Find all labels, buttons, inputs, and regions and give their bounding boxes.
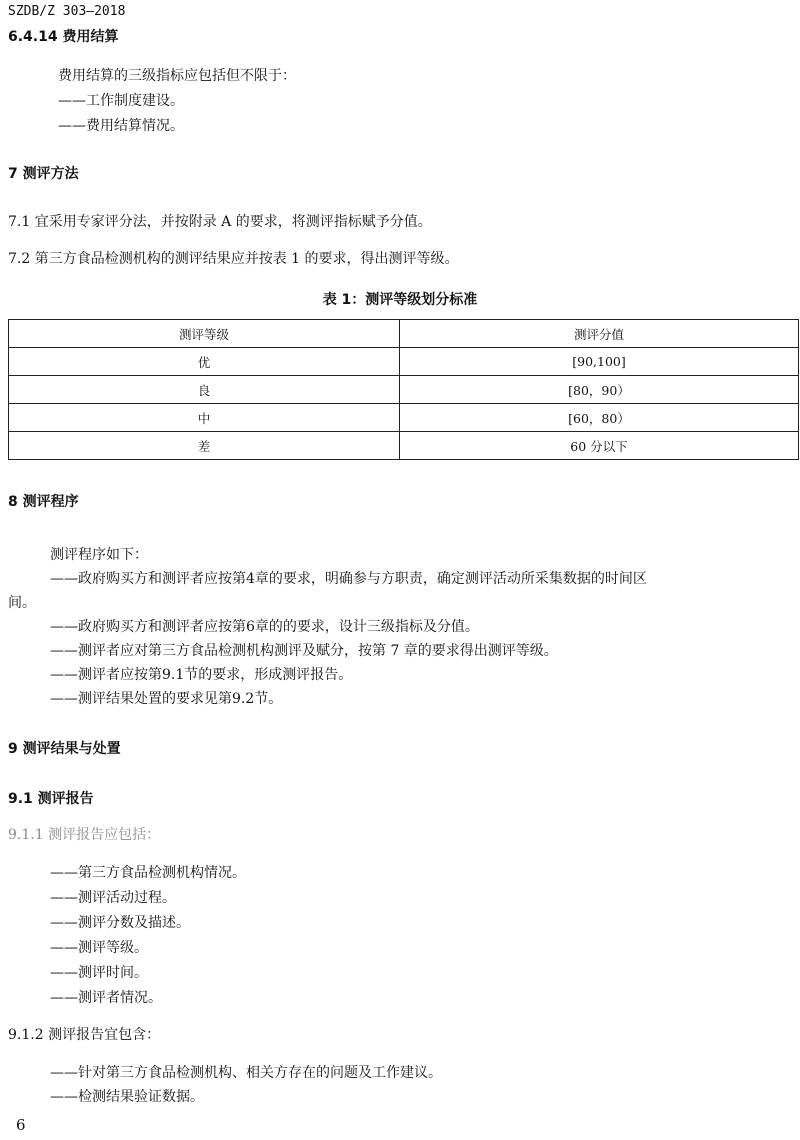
list-item: ——测评结果处置的要求见第9.2节。 bbox=[50, 691, 283, 707]
section-6-4-14-heading: 6.4.14 费用结算 bbox=[8, 29, 119, 45]
list-item: ——测评分数及描述。 bbox=[50, 915, 190, 931]
list-item: ——工作制度建设。 bbox=[58, 93, 184, 109]
section-9-heading: 9 测评结果与处置 bbox=[8, 741, 121, 757]
list-item: ——测评活动过程。 bbox=[50, 890, 176, 906]
column-header-grade: 测评等级 bbox=[9, 320, 400, 348]
list-item: ——费用结算情况。 bbox=[58, 118, 184, 134]
grade-table bbox=[8, 319, 799, 460]
section-7-2-paragraph: 7.2 第三方食品检测机构的测评结果应并按表 1 的要求，得出测评等级。 bbox=[8, 251, 459, 267]
section-7-1-paragraph: 7.1 宜采用专家评分法，并按附录 A 的要求，将测评指标赋予分值。 bbox=[8, 214, 432, 230]
grade-cell: 差 bbox=[9, 432, 400, 460]
document-id-header: SZDB/Z 303—2018 bbox=[8, 4, 126, 19]
score-cell: 60 分以下 bbox=[400, 432, 799, 460]
grade-cell: 中 bbox=[9, 404, 400, 432]
list-item: ——针对第三方食品检测机构、相关方存在的问题及工作建议。 bbox=[50, 1065, 442, 1081]
score-cell: [80，90） bbox=[400, 376, 799, 404]
list-item: ——测评者应对第三方食品检测机构测评及赋分，按第 7 章的要求得出测评等级。 bbox=[50, 643, 558, 659]
table-row bbox=[9, 376, 799, 404]
section-9-1-2-title: 9.1.2 测评报告宜包含： bbox=[8, 1027, 161, 1043]
list-item: ——测评者情况。 bbox=[50, 990, 162, 1006]
section-8-heading: 8 测评程序 bbox=[8, 494, 79, 510]
list-item: ——测评等级。 bbox=[50, 940, 148, 956]
table-row bbox=[9, 348, 799, 376]
grade-cell: 良 bbox=[9, 376, 400, 404]
grade-cell: 优 bbox=[9, 348, 400, 376]
page-number: 6 bbox=[16, 1116, 26, 1134]
list-item: ——第三方食品检测机构情况。 bbox=[50, 865, 246, 881]
list-item: ——政府购买方和测评者应按第6章的的要求，设计三级指标及分值。 bbox=[50, 619, 479, 635]
list-item: ——检测结果验证数据。 bbox=[50, 1089, 204, 1105]
table-row bbox=[9, 404, 799, 432]
section-7-heading: 7 测评方法 bbox=[8, 166, 79, 182]
list-item: ——政府购买方和测评者应按第4章的要求，明确参与方职责，确定测评活动所采集数据的时间区 bbox=[50, 571, 647, 587]
score-cell: [60，80） bbox=[400, 404, 799, 432]
score-cell: [90,100] bbox=[400, 348, 799, 376]
section-6-4-14-intro: 费用结算的三级指标应包括但不限于： bbox=[58, 68, 296, 84]
section-9-1-heading: 9.1 测评报告 bbox=[8, 791, 94, 807]
section-9-1-1-title: 9.1.1 测评报告应包括： bbox=[8, 827, 161, 843]
section-8-intro: 测评程序如下： bbox=[50, 547, 148, 563]
table-row bbox=[9, 432, 799, 460]
column-header-score: 测评分值 bbox=[400, 320, 799, 348]
table-header-row bbox=[9, 320, 799, 348]
list-item: ——测评者应按第9.1节的要求，形成测评报告。 bbox=[50, 667, 353, 683]
list-item-continuation: 间。 bbox=[8, 595, 36, 611]
list-item: ——测评时间。 bbox=[50, 965, 148, 981]
table-caption: 表 1：测评等级划分标准 bbox=[322, 292, 478, 308]
